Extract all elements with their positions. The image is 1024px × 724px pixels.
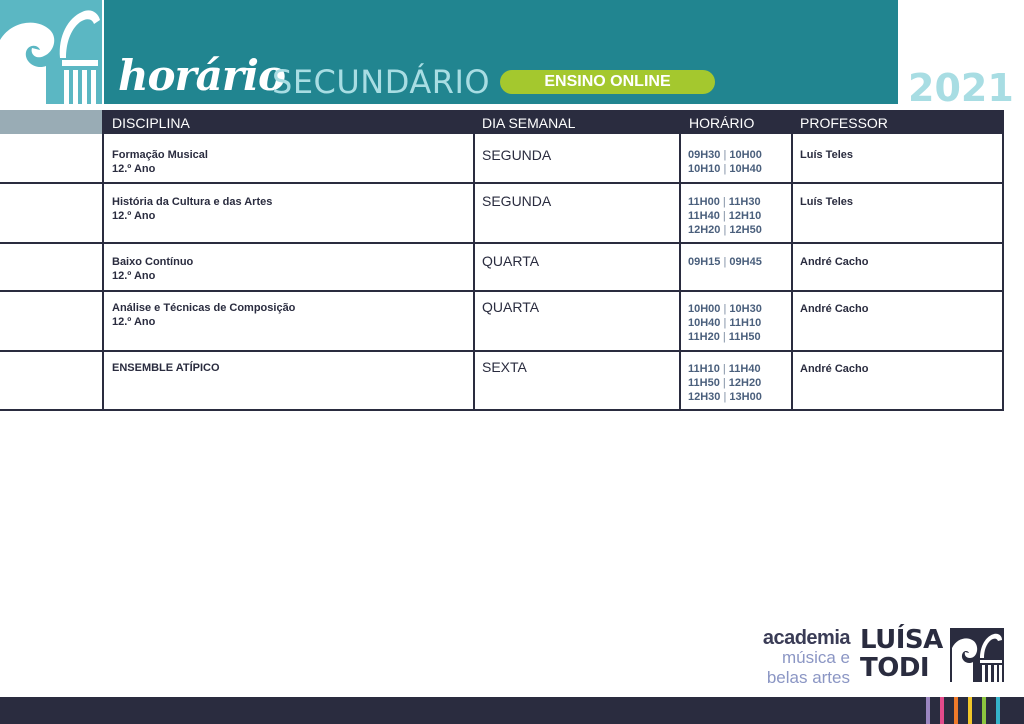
time-slot: 11H10 | 11H40 [688, 363, 761, 375]
time-slot: 11H20 | 11H50 [688, 331, 761, 343]
time-slot: 12H30 | 13H00 [688, 391, 762, 403]
subject-year: 12.º Ano [112, 270, 156, 282]
table-row [0, 350, 1004, 410]
brand-name [860, 626, 943, 682]
subject-name: Formação Musical [112, 149, 208, 161]
column-divider [791, 110, 793, 410]
weekday-cell: QUARTA [482, 253, 540, 269]
table-row [0, 242, 1004, 290]
time-slot: 11H40 | 12H10 [688, 210, 762, 222]
brand-name-luisa: LUÍSA [860, 625, 943, 655]
lyre-logo-icon [0, 0, 102, 104]
table-row [0, 182, 1004, 242]
color-stripe [940, 697, 944, 724]
weekday-cell: SEGUNDA [482, 147, 552, 163]
time-slot: 10H10 | 10H40 [688, 163, 762, 175]
subject-name: Análise e Técnicas de Composição [112, 302, 296, 314]
column-divider [102, 134, 104, 410]
row-divider [0, 409, 1004, 411]
weekday-cell: SEXTA [482, 359, 527, 375]
time-slot: 12H20 | 12H50 [688, 224, 762, 236]
row-divider [0, 350, 1004, 352]
time-slot: 10H00 | 10H30 [688, 303, 762, 315]
row-divider [0, 290, 1004, 292]
subject-name: ENSEMBLE ATÍPICO [112, 362, 220, 374]
academy-logo-mark [0, 0, 102, 104]
subject-year: 12.º Ano [112, 316, 156, 328]
row-divider [0, 242, 1004, 244]
table-row [0, 134, 1004, 182]
brand-name-todi: TODI [860, 653, 930, 683]
column-divider [473, 110, 475, 410]
time-slot: 10H40 | 11H10 [688, 317, 762, 329]
teacher-cell: Luís Teles [800, 196, 853, 208]
teacher-cell: André Cacho [800, 256, 869, 268]
brand-line-belas-artes: belas artes [766, 668, 850, 687]
column-divider [679, 110, 681, 410]
weekday-cell: SEGUNDA [482, 193, 552, 209]
column-header-dia-semanal: DIA SEMANAL [482, 115, 576, 131]
color-stripe [982, 697, 986, 724]
ensino-online-badge: ENSINO ONLINE [500, 70, 715, 94]
column-header-disciplina: DISCIPLINA [112, 115, 190, 131]
time-slot: 11H00 | 11H30 [688, 196, 761, 208]
year-label: 2021 [908, 66, 1014, 110]
column-header-professor: PROFESSOR [800, 115, 888, 131]
subject-name: História da Cultura e das Artes [112, 196, 273, 208]
subject-name: Baixo Contínuo [112, 256, 194, 268]
weekday-cell: QUARTA [482, 299, 540, 315]
brand-line-musica: música e [781, 648, 850, 667]
brand-lyre-icon [950, 628, 1004, 682]
color-stripe [926, 697, 930, 724]
color-stripe [996, 697, 1000, 724]
color-stripe [968, 697, 972, 724]
footer-bar [0, 697, 1024, 724]
brand-tagline [760, 628, 850, 688]
column-divider [1002, 134, 1004, 410]
time-slots-cell [688, 362, 788, 422]
teacher-cell: Luís Teles [800, 149, 853, 161]
teacher-cell: André Cacho [800, 363, 869, 375]
page-subtitle: SECUNDÁRIO [272, 63, 491, 101]
page-title: horário [118, 51, 285, 100]
time-slot: 09H15 | 09H45 [688, 256, 762, 268]
row-divider [0, 182, 1004, 184]
column-header-horario: HORÁRIO [689, 115, 755, 131]
subject-year: 12.º Ano [112, 163, 156, 175]
brand-line-academia: academia [762, 627, 850, 649]
time-slot: 11H50 | 12H20 [688, 377, 762, 389]
subject-cell [112, 361, 472, 421]
color-stripe [954, 697, 958, 724]
table-row [0, 290, 1004, 350]
subject-year: 12.º Ano [112, 210, 156, 222]
time-slot: 09H30 | 10H00 [688, 149, 762, 161]
table-header [102, 110, 1004, 134]
teacher-cell: André Cacho [800, 303, 869, 315]
left-accent-bar [0, 110, 102, 134]
